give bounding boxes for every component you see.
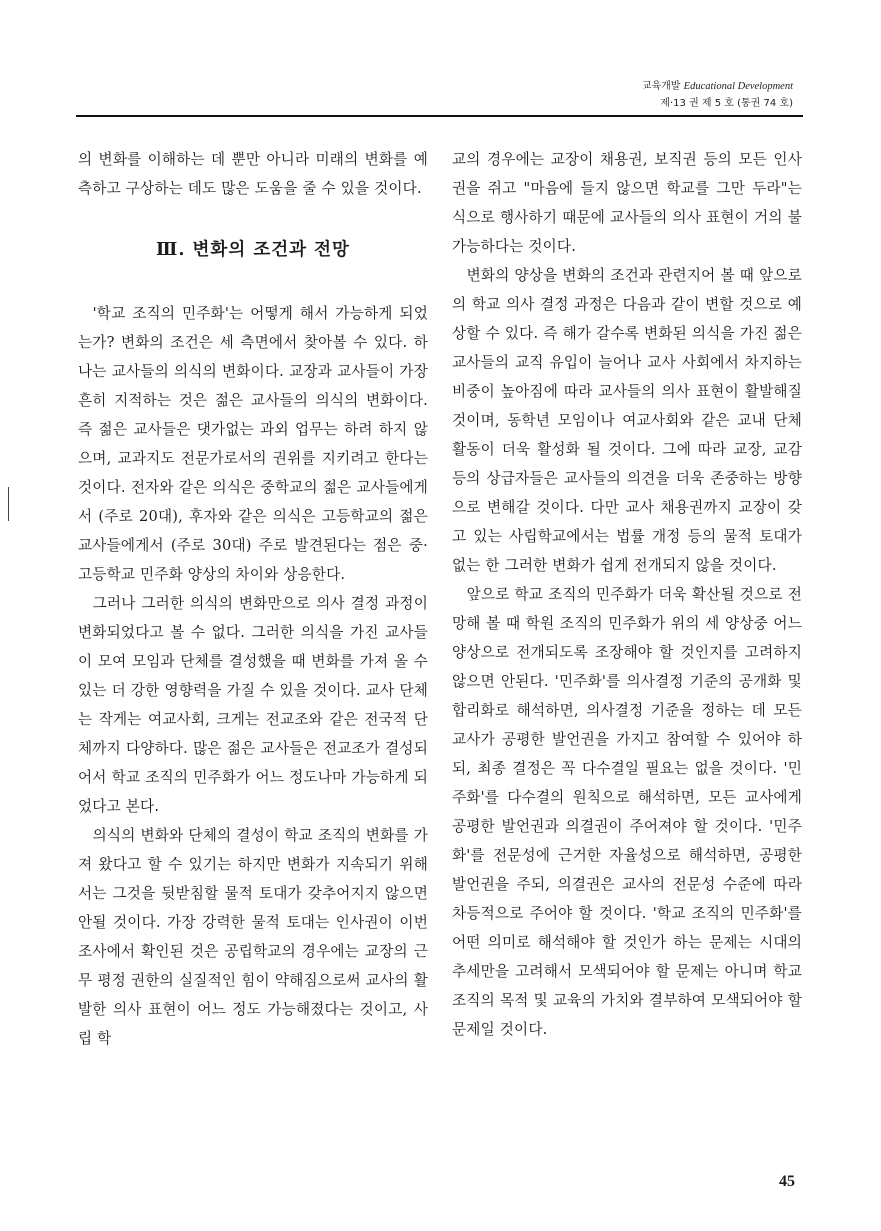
- journal-title-ko: 교육개발: [641, 81, 681, 92]
- paragraph: 의 변화를 이해하는 데 뿐만 아니라 미래의 변화를 예측하고 구상하는 데도 많은 도움을 줄 수 있을 것이다.: [78, 151, 428, 197]
- left-column: [78, 145, 428, 1053]
- paragraph: 앞으로 학교 조직의 민주화가 더욱 확산될 것으로 전망해 볼 때 학원 조직의 민주화가 위의 세 양상중 어느 양상으로 전개되도록 조장해야 할 것인지를 고려하지 않으면 안된다. '민주화'를 의사결정 기준의 공개화 및 합리화로 해석하면, 의사결정 기준을 정하는 데 모든 교사가 공평한 발언권을 가지고 참여할 수 있어야 하되, 최종 결정은 꼭 다수결일 필요는 없을 것이다. '민주화'를 다수결의 원칙으로 해석하면, 모든 교사에게 공평한 발언권과 의결권이 주어져야 할 것이다. '민주화'를 전문성에 근거한 자율성으로 해석하면, 공평한 발언권을 주되, 의결권은 교사의 전문성 수준에 따라 차등적으로 주어야 할 것이다. '학교 조직의 민주화'를 어떤 의미로 해석해야 할 것인가 하는 문제는 시대의 추세만을 고려해서 모색되어야 할 문제는 아니며 학교 조직의 목적 및 교육의 가치와 결부하여 모색되어야 할 문제일 것이다.: [452, 586, 802, 1038]
- header-rule: [76, 115, 803, 117]
- paragraph: '학교 조직의 민주화'는 어떻게 해서 가능하게 되었는가? 변화의 조건은 세 측면에서 찾아볼 수 있다. 하나는 교사들의 의식의 변화이다. 교장과 교사들이 가장 흔히 지적하는 것은 젊은 교사들의 의식의 변화이다. 즉 젊은 교사들은 댓가없는 과외 업무는 하려 하지 않으며, 교과지도 전문가로서의 권위를 지키려고 한다는 것이다. 전자와 같은 의식은 중학교의 젊은 교사들에게서 (주로 20대), 후자와 같은 의식은 고등학교의 젊은 교사들에게서 (주로 30대) 주로 발견된다는 점은 중·고등학교 민주화 양상의 차이와 상응한다.: [78, 305, 428, 583]
- page-number: 45: [779, 1173, 795, 1190]
- paragraph: 의식의 변화와 단체의 결성이 학교 조직의 변화를 가져 왔다고 할 수 있기는 하지만 변화가 지속되기 위해서는 그것을 뒷받침할 물적 토대가 갖추어지지 않으면 안될 것이다. 가장 강력한 물적 토대는 인사권이 이번 조사에서 확인된 것은 공립학교의 경우에는 교장의 근무 평정 권한의 실질적인 힘이 약해짐으로써 교사의 활발한 의사 표현이 어느 정도 가능해졌다는 것이고, 사립 학: [78, 827, 428, 1047]
- journal-title-en: Educational Development: [683, 81, 793, 92]
- margin-mark: [8, 487, 9, 521]
- issue-info: 제·13 권 제 5 호 (통권 74 호): [660, 98, 793, 109]
- journal-title: [642, 78, 793, 95]
- paragraph: 변화의 양상을 변화의 조건과 관련지어 볼 때 앞으로의 학교 의사 결정 과정은 다음과 같이 변할 것으로 예상할 수 있다. 즉 해가 갈수록 변화된 의식을 가진 젊은 교사들의 교직 유입이 늘어나 교사 사회에서 차지하는 비중이 높아짐에 따라 교사들의 의사 표현이 활발해질 것이며, 동학년 모임이나 여교사회와 같은 교내 단체 활동이 더욱 활성화 될 것이다. 그에 따라 교장, 교감 등의 상급자들은 교사들의 의견을 더욱 존중하는 방향으로 변해갈 것이다. 다만 교사 채용권까지 교장이 갖고 있는 사립학교에서는 법률 개정 등의 물적 토대가 없는 한 그러한 변화가 쉽게 전개되지 않을 것이다.: [452, 267, 802, 574]
- running-header: [642, 78, 793, 112]
- paragraph: 교의 경우에는 교장이 채용권, 보직권 등의 모든 인사권을 쥐고 "마음에 들지 않으면 학교를 그만 두라"는 식으로 행사하기 때문에 교사들의 의사 표현이 거의 불가능하다는 것이다.: [452, 151, 802, 255]
- paragraph: 그러나 그러한 의식의 변화만으로 의사 결정 과정이 변화되었다고 볼 수 없다. 그러한 의식을 가진 교사들이 모여 모임과 단체를 결성했을 때 변화를 가져 올 수 있는 더 강한 영향력을 가질 수 있을 것이다. 교사 단체는 작게는 여교사회, 크게는 전교조와 같은 전국적 단체까지 다양하다. 많은 젊은 교사들은 전교조가 결성되어서 학교 조직의 민주화가 어느 정도나마 가능하게 되었다고 본다.: [78, 595, 428, 815]
- section-title: Ⅲ. 변화의 조건과 전망: [156, 240, 350, 260]
- right-column: [452, 145, 802, 1044]
